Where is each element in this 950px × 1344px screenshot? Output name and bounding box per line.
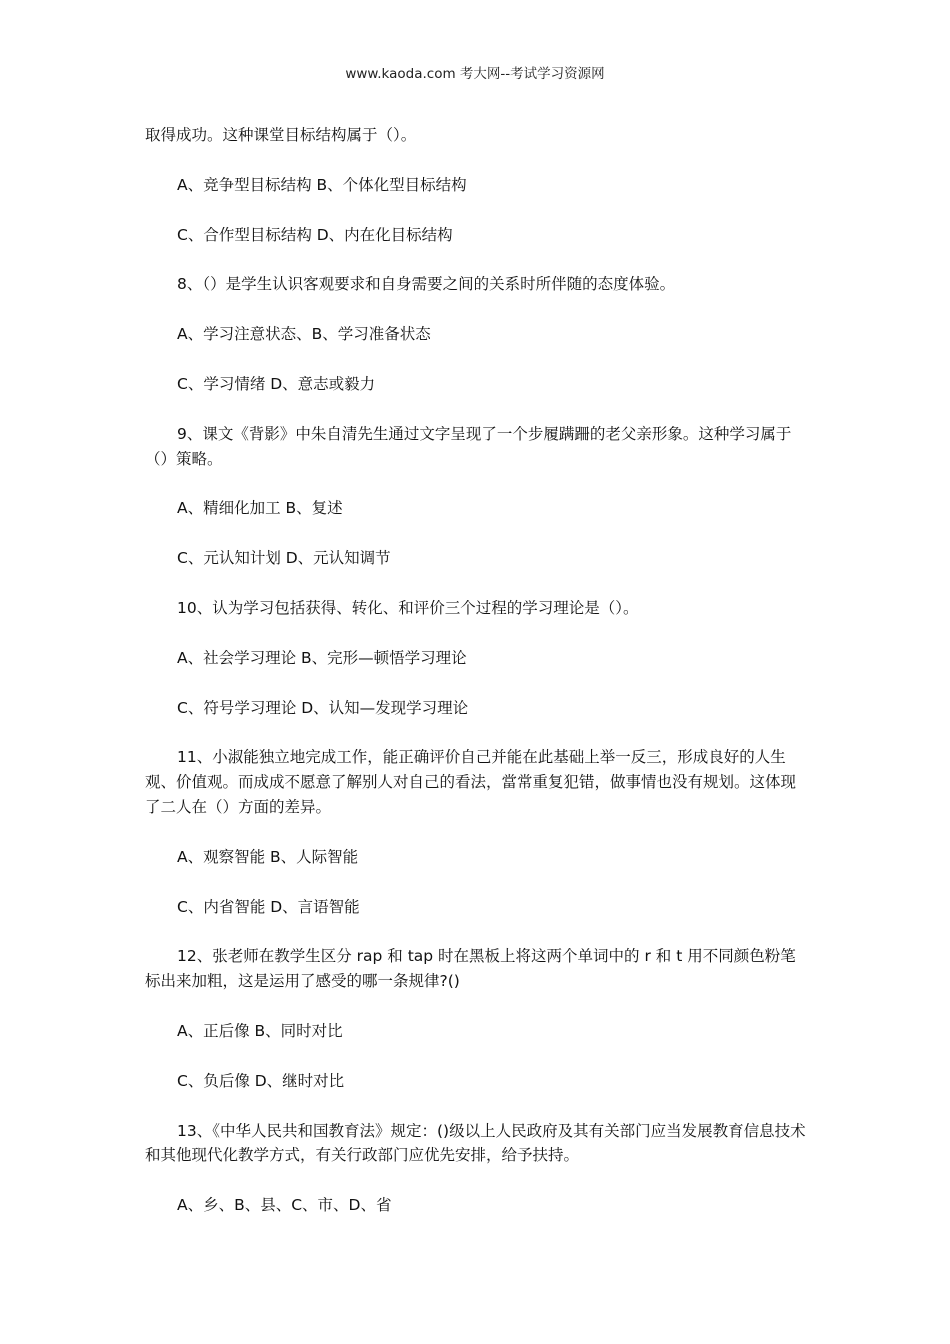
question-10-options-cd: C、符号学习理论 D、认知—发现学习理论 <box>177 698 469 717</box>
question-9-options-cd: C、元认知计划 D、元认知调节 <box>177 549 391 568</box>
paragraph-continuation: 取得成功。这种课堂目标结构属于（）。 <box>145 126 417 144</box>
question-10: 10、认为学习包括获得、转化、和评价三个过程的学习理论是（）。 <box>177 598 639 617</box>
question-9-options-ab: A、精细化加工 B、复述 <box>177 499 343 518</box>
question-8-options-ab: A、学习注意状态、B、学习准备状态 <box>177 325 431 344</box>
question-12: 12、张老师在教学生区分 rap 和 tap 时在黑板上将这两个单词中的 r 和 t 用不同颜色粉笔标出来加粗，这是运用了感受的哪一条规律?() <box>145 947 796 991</box>
question-11: 11、小淑能独立地完成工作，能正确评价自己并能在此基础上举一反三，形成良好的人生观、价值观。而成成不愿意了解别人对自己的看法，當常重复犯错，做事情也没有规划。这体现了二人在（）方面的差异。 <box>145 748 797 816</box>
document-body <box>145 123 809 1243</box>
question-11-options-ab: A、观察智能 B、人际智能 <box>177 847 359 866</box>
page-header: www.kaoda.com 考大网--考试学习资源网 <box>345 66 605 82</box>
question-7-options-ab: A、竞争型目标结构 B、个体化型目标结构 <box>177 175 467 194</box>
question-13: 13、《中华人民共和国教育法》规定：()级以上人民政府及其有关部门应当发展教育信息技术和其他现代化教学方式，有关行政部门应优先安排，给予扶持。 <box>145 1121 806 1165</box>
question-8: 8、（）是学生认识客观要求和自身需要之间的关系时所伴随的态度体验。 <box>177 275 676 294</box>
question-9: 9、课文《背影》中朱自清先生通过文字呈现了一个步履蹒跚的老父亲形象。这种学习属于（）策略。 <box>145 424 792 468</box>
question-12-options-cd: C、负后像 D、继时对比 <box>177 1071 345 1090</box>
question-10-options-ab: A、社会学习理论 B、完形—顿悟学习理论 <box>177 648 467 667</box>
question-7-options-cd: C、合作型目标结构 D、内在化目标结构 <box>177 225 453 244</box>
question-13-options: A、乡、B、县、C、市、D、省 <box>177 1196 392 1215</box>
question-12-options-ab: A、正后像 B、同时对比 <box>177 1021 343 1040</box>
question-11-options-cd: C、内省智能 D、言语智能 <box>177 897 360 916</box>
question-8-options-cd: C、学习情绪 D、意志或毅力 <box>177 374 376 393</box>
